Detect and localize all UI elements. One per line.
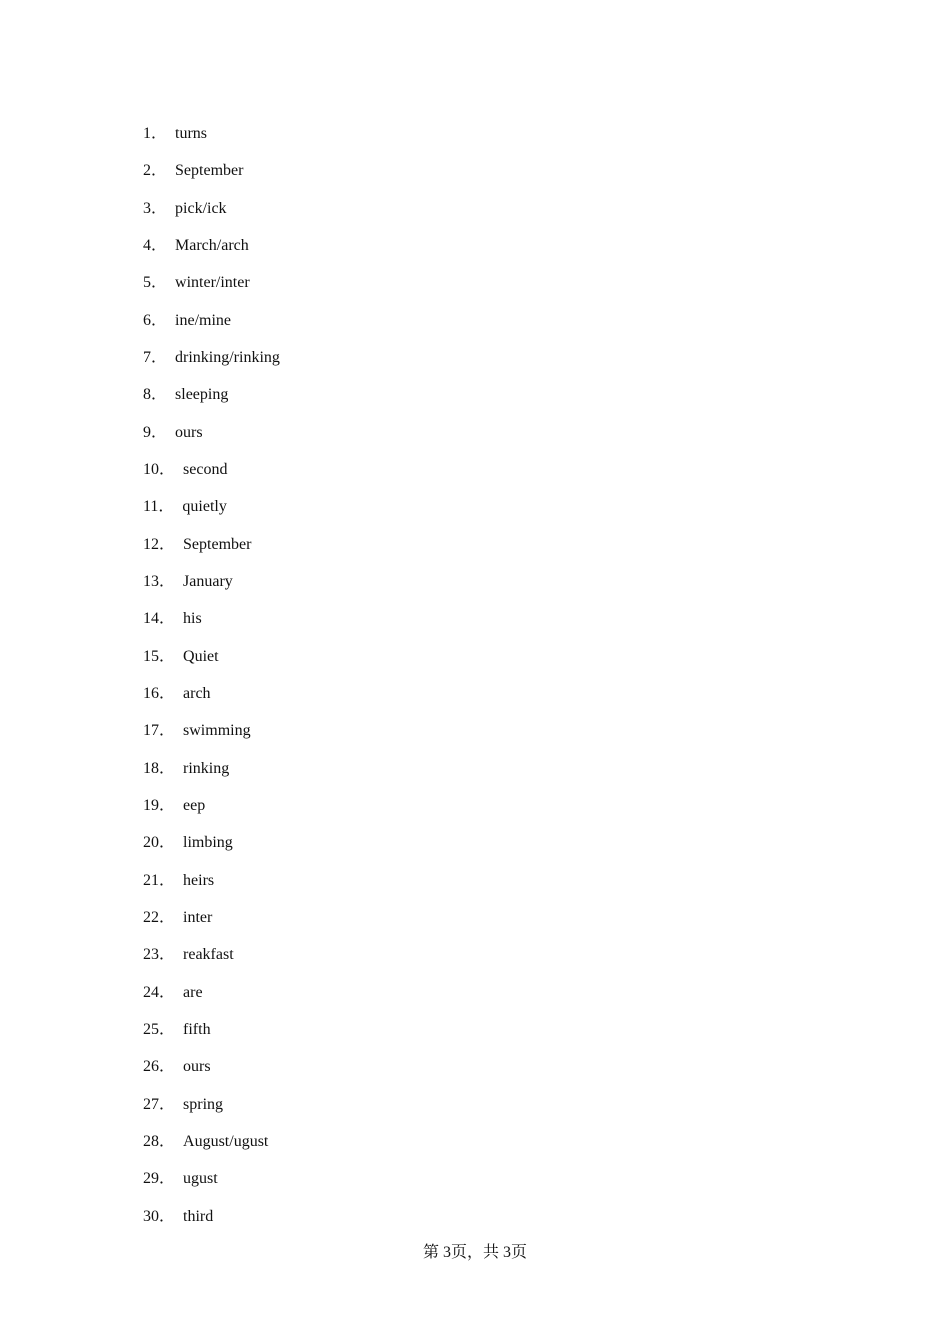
answer-item [143, 945, 280, 982]
answer-item [143, 497, 280, 534]
page-footer: 第 3页，共 3页 [422, 1244, 527, 1261]
answer-item [143, 833, 280, 870]
answer-text: August/ugust [183, 1132, 269, 1150]
answer-item [143, 759, 280, 796]
answer-item [143, 385, 280, 422]
answer-item [143, 161, 280, 198]
answer-number: 12． [143, 535, 176, 553]
answer-text: sleeping [175, 386, 229, 404]
answer-number: 13． [143, 572, 176, 590]
answer-number: 22． [143, 908, 176, 926]
answer-item [143, 908, 280, 945]
answer-text: ine/mine [175, 311, 231, 329]
answer-item [143, 124, 280, 161]
answer-item [143, 572, 280, 609]
answer-text: limbing [183, 834, 233, 852]
answer-number: 3． [143, 199, 168, 217]
answer-item [143, 796, 280, 833]
answer-number: 29． [143, 1170, 176, 1188]
answer-number: 19． [143, 796, 176, 814]
answer-number: 5． [143, 274, 168, 292]
answer-text: ours [175, 423, 203, 441]
answer-item [143, 199, 280, 236]
answer-text: second [183, 460, 228, 478]
answer-item [143, 871, 280, 908]
answer-item [143, 1095, 280, 1132]
answer-text: ours [183, 1058, 211, 1076]
answer-list [143, 124, 280, 1244]
answer-item [143, 721, 280, 758]
answer-number: 28． [143, 1132, 176, 1150]
answer-text: winter/inter [175, 274, 250, 292]
answer-text: are [183, 983, 203, 1001]
answer-number: 4． [143, 236, 168, 254]
answer-number: 27． [143, 1095, 176, 1113]
answer-number: 30． [143, 1207, 176, 1225]
answer-number: 10． [143, 460, 176, 478]
answer-number: 17． [143, 722, 176, 740]
answer-text: quietly [182, 498, 227, 516]
answer-text: his [183, 610, 202, 628]
answer-number: 2． [143, 162, 168, 180]
answer-text: turns [175, 125, 208, 142]
answer-item [143, 647, 280, 684]
answer-text: fifth [183, 1020, 211, 1038]
answer-text: September [175, 162, 244, 180]
answer-number: 14． [143, 610, 176, 628]
answer-item [143, 535, 280, 572]
answer-number: 9． [143, 423, 168, 441]
answer-number: 15． [143, 647, 176, 665]
answer-item [143, 348, 280, 385]
answer-text: swimming [183, 722, 251, 740]
answer-text: Quiet [183, 647, 219, 665]
answer-item [143, 423, 280, 460]
answer-text: pick/ick [175, 199, 227, 217]
answer-text: March/arch [175, 236, 249, 254]
answer-item [143, 273, 280, 310]
answer-text: eep [183, 796, 206, 814]
answer-text: reakfast [183, 946, 234, 964]
answer-item [143, 1020, 280, 1057]
answer-item [143, 1057, 280, 1094]
answer-item [143, 684, 280, 721]
answer-item [143, 311, 280, 348]
answer-item [143, 460, 280, 497]
answer-text: rinking [183, 759, 230, 777]
answer-text: September [183, 535, 252, 553]
answer-item [143, 236, 280, 273]
answer-text: ugust [183, 1170, 218, 1188]
answer-number: 7． [143, 348, 168, 366]
answer-text: heirs [183, 871, 215, 889]
answer-text: arch [183, 684, 211, 702]
answer-text: January [183, 572, 233, 590]
answer-number: 1． [143, 125, 168, 142]
answer-text: third [183, 1207, 214, 1225]
answer-number: 26． [143, 1058, 176, 1076]
answer-item [143, 609, 280, 646]
answer-text: inter [183, 908, 213, 926]
answer-item [143, 1169, 280, 1206]
answer-item [143, 1132, 280, 1169]
answer-item [143, 983, 280, 1020]
answer-number: 21． [143, 871, 176, 889]
answer-number: 23． [143, 946, 176, 964]
answer-text: spring [183, 1095, 224, 1113]
answer-number: 16． [143, 684, 176, 702]
answer-text: drinking/rinking [175, 348, 280, 366]
answer-number: 8． [143, 386, 168, 404]
answer-item [143, 1207, 280, 1244]
answer-number: 25． [143, 1020, 176, 1038]
answer-number: 6． [143, 311, 168, 329]
answer-number: 20． [143, 834, 176, 852]
answer-number: 18． [143, 759, 176, 777]
answer-number: 11． [143, 498, 175, 516]
answer-number: 24． [143, 983, 176, 1001]
